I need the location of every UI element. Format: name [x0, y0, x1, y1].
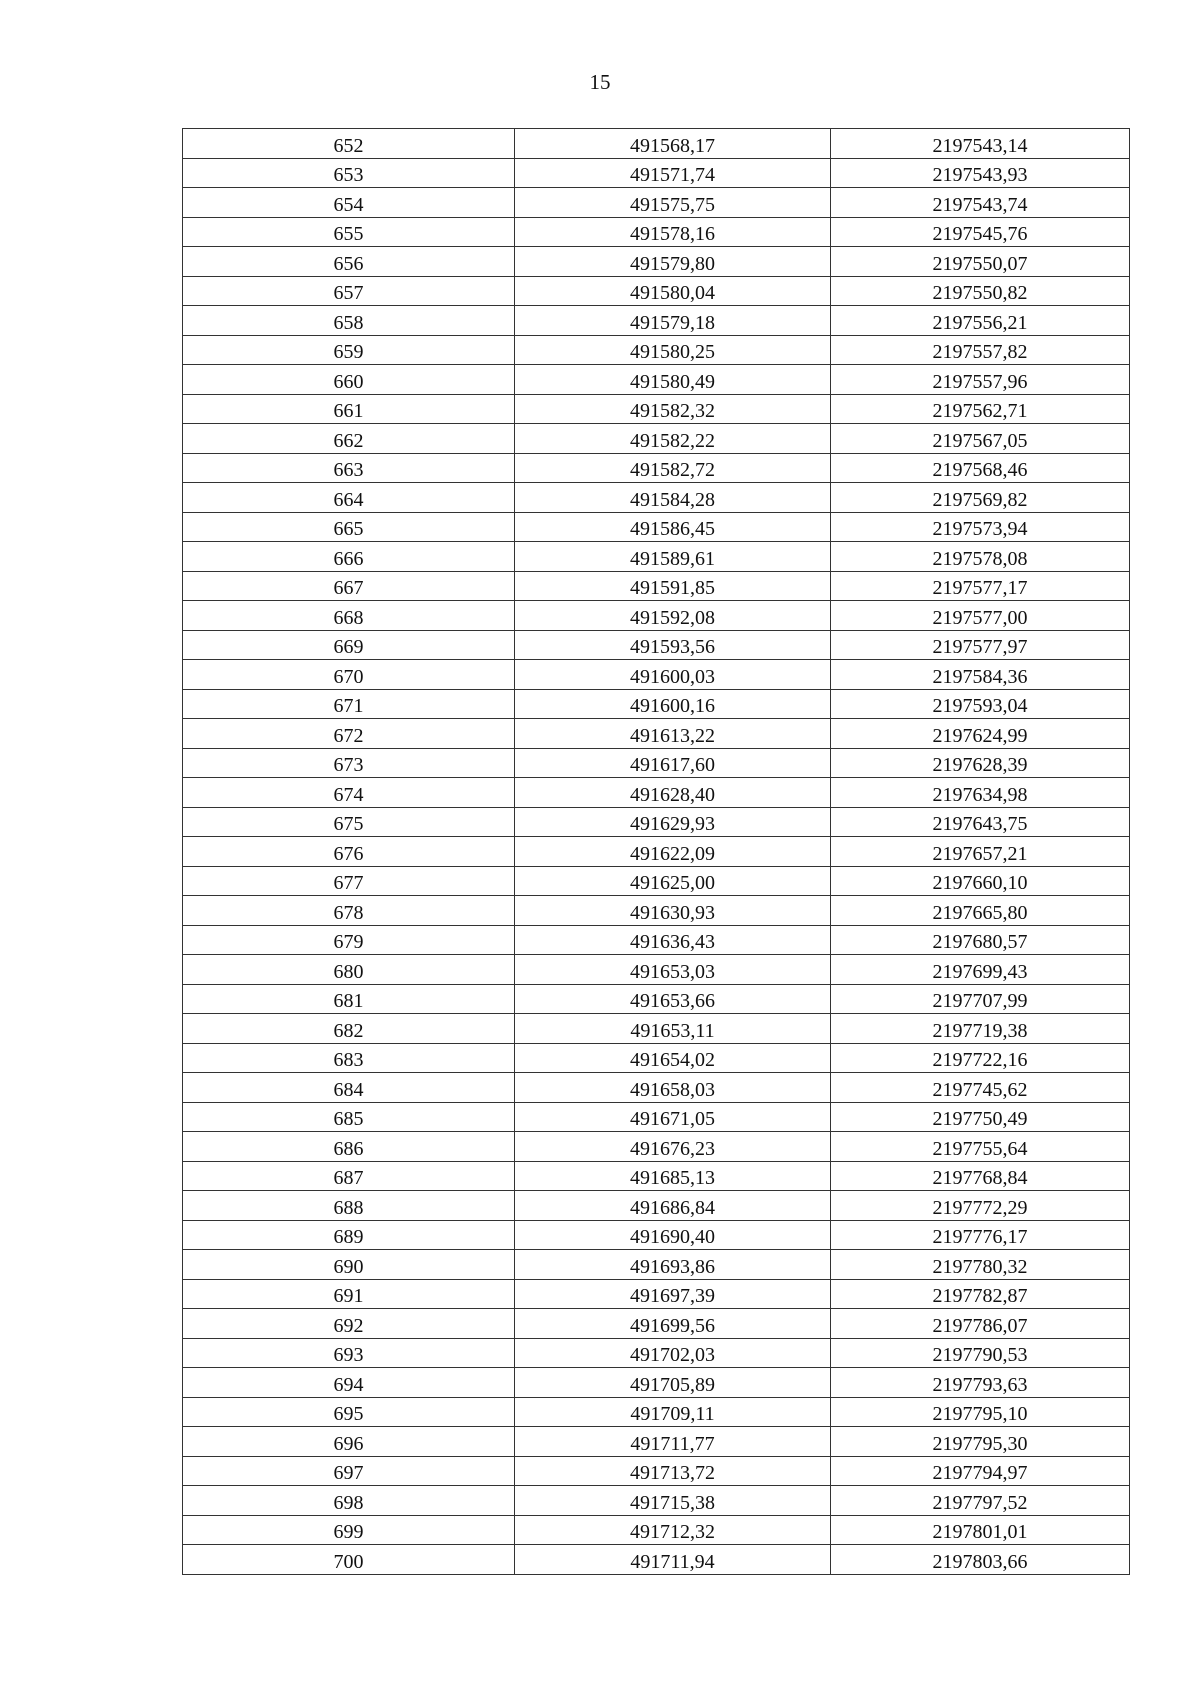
x-coordinate-cell: 491629,93: [515, 807, 831, 837]
table-row: [183, 630, 1130, 660]
x-coordinate-cell: 491671,05: [515, 1102, 831, 1132]
point-number-cell: 684: [183, 1073, 515, 1103]
y-coordinate-cell: 2197624,99: [831, 719, 1130, 749]
point-number-cell: 683: [183, 1043, 515, 1073]
point-number-cell: 696: [183, 1427, 515, 1457]
point-number-cell: 681: [183, 984, 515, 1014]
y-coordinate-cell: 2197680,57: [831, 925, 1130, 955]
table-row: [183, 807, 1130, 837]
table-row: [183, 483, 1130, 513]
table-row: [183, 1250, 1130, 1280]
point-number-cell: 682: [183, 1014, 515, 1044]
table-row: [183, 542, 1130, 572]
table-row: [183, 129, 1130, 159]
table-row: [183, 1102, 1130, 1132]
x-coordinate-cell: 491578,16: [515, 217, 831, 247]
point-number-cell: 659: [183, 335, 515, 365]
table-row: [183, 1220, 1130, 1250]
y-coordinate-cell: 2197707,99: [831, 984, 1130, 1014]
y-coordinate-cell: 2197577,17: [831, 571, 1130, 601]
point-number-cell: 668: [183, 601, 515, 631]
table-row: [183, 365, 1130, 395]
y-coordinate-cell: 2197628,39: [831, 748, 1130, 778]
y-coordinate-cell: 2197569,82: [831, 483, 1130, 513]
table-row: [183, 1014, 1130, 1044]
point-number-cell: 664: [183, 483, 515, 513]
point-number-cell: 694: [183, 1368, 515, 1398]
point-number-cell: 654: [183, 188, 515, 218]
y-coordinate-cell: 2197550,82: [831, 276, 1130, 306]
table-row: [183, 247, 1130, 277]
y-coordinate-cell: 2197643,75: [831, 807, 1130, 837]
point-number-cell: 656: [183, 247, 515, 277]
x-coordinate-cell: 491653,66: [515, 984, 831, 1014]
x-coordinate-cell: 491579,18: [515, 306, 831, 336]
x-coordinate-cell: 491686,84: [515, 1191, 831, 1221]
y-coordinate-cell: 2197568,46: [831, 453, 1130, 483]
y-coordinate-cell: 2197660,10: [831, 866, 1130, 896]
table-row: [183, 1397, 1130, 1427]
table-row: [183, 1427, 1130, 1457]
x-coordinate-cell: 491580,49: [515, 365, 831, 395]
x-coordinate-cell: 491697,39: [515, 1279, 831, 1309]
x-coordinate-cell: 491711,77: [515, 1427, 831, 1457]
y-coordinate-cell: 2197795,10: [831, 1397, 1130, 1427]
x-coordinate-cell: 491586,45: [515, 512, 831, 542]
point-number-cell: 669: [183, 630, 515, 660]
y-coordinate-cell: 2197557,96: [831, 365, 1130, 395]
x-coordinate-cell: 491582,32: [515, 394, 831, 424]
table-row: [183, 1043, 1130, 1073]
y-coordinate-cell: 2197578,08: [831, 542, 1130, 572]
table-row: [183, 1309, 1130, 1339]
table-row: [183, 306, 1130, 336]
x-coordinate-cell: 491709,11: [515, 1397, 831, 1427]
y-coordinate-cell: 2197782,87: [831, 1279, 1130, 1309]
point-number-cell: 672: [183, 719, 515, 749]
point-number-cell: 652: [183, 129, 515, 159]
point-number-cell: 661: [183, 394, 515, 424]
point-number-cell: 692: [183, 1309, 515, 1339]
x-coordinate-cell: 491582,22: [515, 424, 831, 454]
table-row: [183, 896, 1130, 926]
coordinates-table: [182, 128, 1130, 1575]
point-number-cell: 674: [183, 778, 515, 808]
y-coordinate-cell: 2197786,07: [831, 1309, 1130, 1339]
point-number-cell: 698: [183, 1486, 515, 1516]
table-row: [183, 1486, 1130, 1516]
y-coordinate-cell: 2197573,94: [831, 512, 1130, 542]
x-coordinate-cell: 491653,03: [515, 955, 831, 985]
x-coordinate-cell: 491676,23: [515, 1132, 831, 1162]
table-row: [183, 188, 1130, 218]
point-number-cell: 685: [183, 1102, 515, 1132]
table-row: [183, 1279, 1130, 1309]
point-number-cell: 693: [183, 1338, 515, 1368]
x-coordinate-cell: 491715,38: [515, 1486, 831, 1516]
table-row: [183, 1515, 1130, 1545]
table-row: [183, 335, 1130, 365]
x-coordinate-cell: 491591,85: [515, 571, 831, 601]
x-coordinate-cell: 491711,94: [515, 1545, 831, 1575]
x-coordinate-cell: 491579,80: [515, 247, 831, 277]
y-coordinate-cell: 2197776,17: [831, 1220, 1130, 1250]
point-number-cell: 655: [183, 217, 515, 247]
point-number-cell: 676: [183, 837, 515, 867]
table-row: [183, 453, 1130, 483]
y-coordinate-cell: 2197797,52: [831, 1486, 1130, 1516]
point-number-cell: 690: [183, 1250, 515, 1280]
x-coordinate-cell: 491699,56: [515, 1309, 831, 1339]
point-number-cell: 660: [183, 365, 515, 395]
table-row: [183, 512, 1130, 542]
point-number-cell: 671: [183, 689, 515, 719]
table-row: [183, 1073, 1130, 1103]
x-coordinate-cell: 491705,89: [515, 1368, 831, 1398]
x-coordinate-cell: 491568,17: [515, 129, 831, 159]
table-row: [183, 394, 1130, 424]
x-coordinate-cell: 491593,56: [515, 630, 831, 660]
x-coordinate-cell: 491625,00: [515, 866, 831, 896]
y-coordinate-cell: 2197755,64: [831, 1132, 1130, 1162]
x-coordinate-cell: 491613,22: [515, 719, 831, 749]
y-coordinate-cell: 2197768,84: [831, 1161, 1130, 1191]
point-number-cell: 667: [183, 571, 515, 601]
x-coordinate-cell: 491575,75: [515, 188, 831, 218]
y-coordinate-cell: 2197562,71: [831, 394, 1130, 424]
table-row: [183, 424, 1130, 454]
y-coordinate-cell: 2197577,00: [831, 601, 1130, 631]
y-coordinate-cell: 2197577,97: [831, 630, 1130, 660]
table-row: [183, 1338, 1130, 1368]
y-coordinate-cell: 2197790,53: [831, 1338, 1130, 1368]
point-number-cell: 662: [183, 424, 515, 454]
point-number-cell: 680: [183, 955, 515, 985]
y-coordinate-cell: 2197634,98: [831, 778, 1130, 808]
y-coordinate-cell: 2197550,07: [831, 247, 1130, 277]
x-coordinate-cell: 491617,60: [515, 748, 831, 778]
x-coordinate-cell: 491690,40: [515, 1220, 831, 1250]
point-number-cell: 699: [183, 1515, 515, 1545]
y-coordinate-cell: 2197780,32: [831, 1250, 1130, 1280]
y-coordinate-cell: 2197794,97: [831, 1456, 1130, 1486]
x-coordinate-cell: 491712,32: [515, 1515, 831, 1545]
x-coordinate-cell: 491628,40: [515, 778, 831, 808]
y-coordinate-cell: 2197543,14: [831, 129, 1130, 159]
x-coordinate-cell: 491592,08: [515, 601, 831, 631]
x-coordinate-cell: 491600,03: [515, 660, 831, 690]
y-coordinate-cell: 2197543,74: [831, 188, 1130, 218]
y-coordinate-cell: 2197567,05: [831, 424, 1130, 454]
table-row: [183, 1545, 1130, 1575]
point-number-cell: 679: [183, 925, 515, 955]
table-body: [183, 129, 1130, 1575]
x-coordinate-cell: 491653,11: [515, 1014, 831, 1044]
point-number-cell: 666: [183, 542, 515, 572]
x-coordinate-cell: 491630,93: [515, 896, 831, 926]
y-coordinate-cell: 2197745,62: [831, 1073, 1130, 1103]
point-number-cell: 691: [183, 1279, 515, 1309]
table-row: [183, 1456, 1130, 1486]
point-number-cell: 677: [183, 866, 515, 896]
table-row: [183, 866, 1130, 896]
y-coordinate-cell: 2197657,21: [831, 837, 1130, 867]
point-number-cell: 686: [183, 1132, 515, 1162]
x-coordinate-cell: 491589,61: [515, 542, 831, 572]
x-coordinate-cell: 491713,72: [515, 1456, 831, 1486]
y-coordinate-cell: 2197699,43: [831, 955, 1130, 985]
x-coordinate-cell: 491580,25: [515, 335, 831, 365]
x-coordinate-cell: 491582,72: [515, 453, 831, 483]
table-row: [183, 1368, 1130, 1398]
table-row: [183, 571, 1130, 601]
y-coordinate-cell: 2197801,01: [831, 1515, 1130, 1545]
x-coordinate-cell: 491654,02: [515, 1043, 831, 1073]
x-coordinate-cell: 491685,13: [515, 1161, 831, 1191]
table-row: [183, 719, 1130, 749]
table-row: [183, 1161, 1130, 1191]
x-coordinate-cell: 491600,16: [515, 689, 831, 719]
table-row: [183, 748, 1130, 778]
point-number-cell: 697: [183, 1456, 515, 1486]
point-number-cell: 673: [183, 748, 515, 778]
table-row: [183, 276, 1130, 306]
table-row: [183, 158, 1130, 188]
table-row: [183, 601, 1130, 631]
y-coordinate-cell: 2197750,49: [831, 1102, 1130, 1132]
point-number-cell: 678: [183, 896, 515, 926]
point-number-cell: 688: [183, 1191, 515, 1221]
x-coordinate-cell: 491658,03: [515, 1073, 831, 1103]
point-number-cell: 665: [183, 512, 515, 542]
point-number-cell: 658: [183, 306, 515, 336]
point-number-cell: 700: [183, 1545, 515, 1575]
point-number-cell: 695: [183, 1397, 515, 1427]
y-coordinate-cell: 2197584,36: [831, 660, 1130, 690]
y-coordinate-cell: 2197545,76: [831, 217, 1130, 247]
x-coordinate-cell: 491571,74: [515, 158, 831, 188]
point-number-cell: 670: [183, 660, 515, 690]
table-row: [183, 984, 1130, 1014]
point-number-cell: 653: [183, 158, 515, 188]
y-coordinate-cell: 2197793,63: [831, 1368, 1130, 1398]
point-number-cell: 675: [183, 807, 515, 837]
x-coordinate-cell: 491584,28: [515, 483, 831, 513]
table-row: [183, 1191, 1130, 1221]
y-coordinate-cell: 2197803,66: [831, 1545, 1130, 1575]
table-row: [183, 660, 1130, 690]
y-coordinate-cell: 2197795,30: [831, 1427, 1130, 1457]
page-number: 15: [589, 70, 611, 94]
table-row: [183, 837, 1130, 867]
point-number-cell: 687: [183, 1161, 515, 1191]
x-coordinate-cell: 491622,09: [515, 837, 831, 867]
y-coordinate-cell: 2197543,93: [831, 158, 1130, 188]
y-coordinate-cell: 2197722,16: [831, 1043, 1130, 1073]
table-row: [183, 689, 1130, 719]
table-row: [183, 925, 1130, 955]
y-coordinate-cell: 2197593,04: [831, 689, 1130, 719]
point-number-cell: 689: [183, 1220, 515, 1250]
x-coordinate-cell: 491693,86: [515, 1250, 831, 1280]
table-row: [183, 1132, 1130, 1162]
y-coordinate-cell: 2197557,82: [831, 335, 1130, 365]
y-coordinate-cell: 2197665,80: [831, 896, 1130, 926]
x-coordinate-cell: 491580,04: [515, 276, 831, 306]
point-number-cell: 663: [183, 453, 515, 483]
y-coordinate-cell: 2197772,29: [831, 1191, 1130, 1221]
x-coordinate-cell: 491636,43: [515, 925, 831, 955]
table-row: [183, 955, 1130, 985]
x-coordinate-cell: 491702,03: [515, 1338, 831, 1368]
y-coordinate-cell: 2197556,21: [831, 306, 1130, 336]
y-coordinate-cell: 2197719,38: [831, 1014, 1130, 1044]
table-row: [183, 217, 1130, 247]
point-number-cell: 657: [183, 276, 515, 306]
table-row: [183, 778, 1130, 808]
